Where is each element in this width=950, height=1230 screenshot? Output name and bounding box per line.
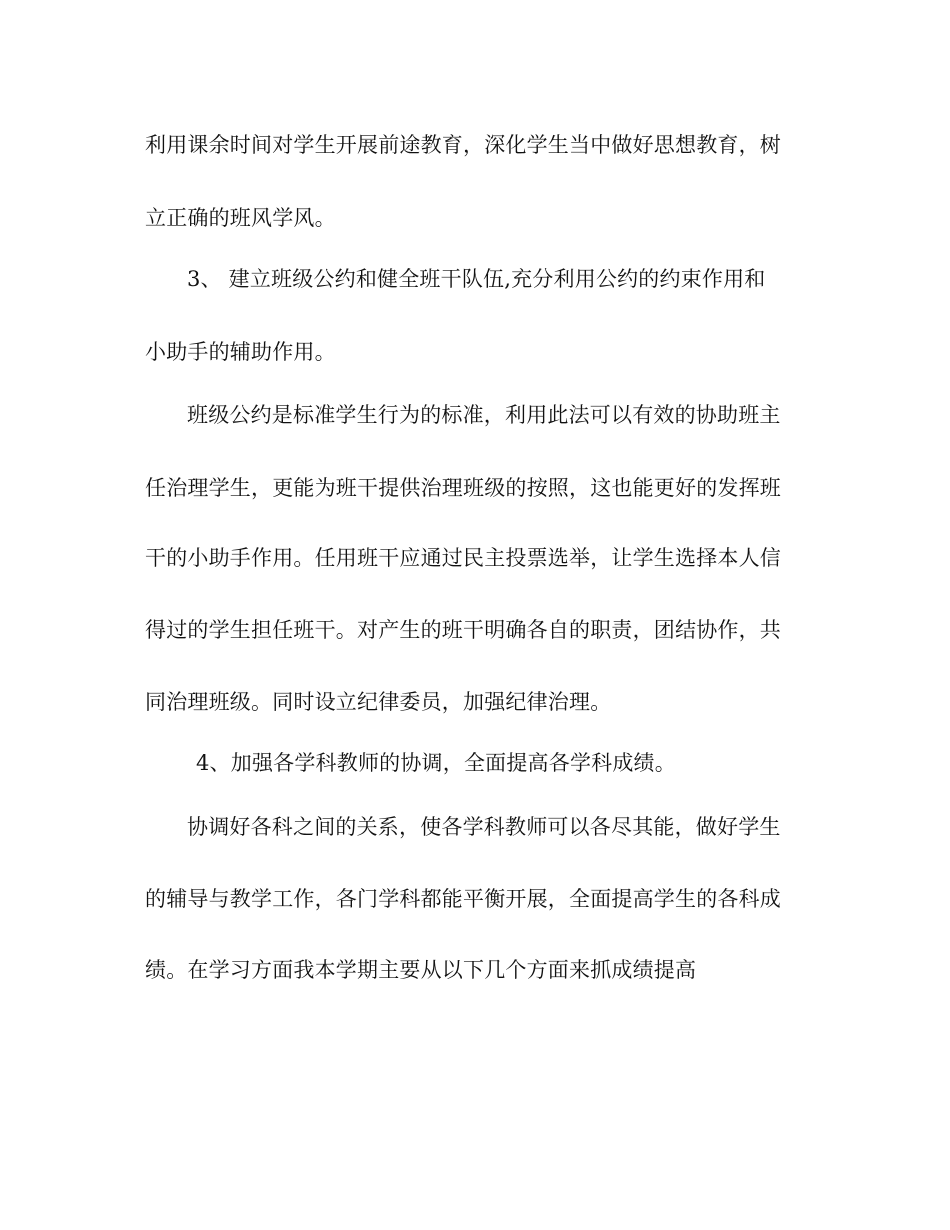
paragraph-line: 同治理班级。同时设立纪律委员，加强纪律治理。 [145, 690, 612, 714]
paragraph-line: 绩。在学习方面我本学期主要从以下几个方面来抓成绩提高 [145, 958, 697, 982]
section-heading-4: 4、加强各学科教师的协调，全面提高各学科成绩。 [196, 751, 676, 775]
paragraph-line: 利用课余时间对学生开展前途教育，深化学生当中做好思想教育，树 [145, 133, 781, 157]
paragraph-line: 协调好各科之间的关系，使各学科教师可以各尽其能，做好学生 [187, 815, 781, 839]
paragraph-line: 的辅导与教学工作，各门学科都能平衡开展，全面提高学生的各科成 [145, 887, 781, 911]
paragraph-line: 任治理学生，更能为班干提供治理班级的按照，这也能更好的发挥班 [145, 476, 781, 500]
paragraph-line: 班级公约是标准学生行为的标准，利用此法可以有效的协助班主 [187, 403, 781, 427]
paragraph-line: 干的小助手作用。任用班干应通过民主投票选举，让学生选择本人信 [145, 546, 781, 570]
section-heading-3: 3、 建立班级公约和健全班干队伍,充分利用公约的约束作用和 [187, 267, 766, 291]
paragraph-line: 小助手的辅助作用。 [145, 340, 336, 364]
paragraph-line: 得过的学生担任班干。对产生的班干明确各自的职责，团结协作，共 [145, 618, 781, 642]
paragraph-line: 立正确的班风学风。 [145, 206, 336, 230]
